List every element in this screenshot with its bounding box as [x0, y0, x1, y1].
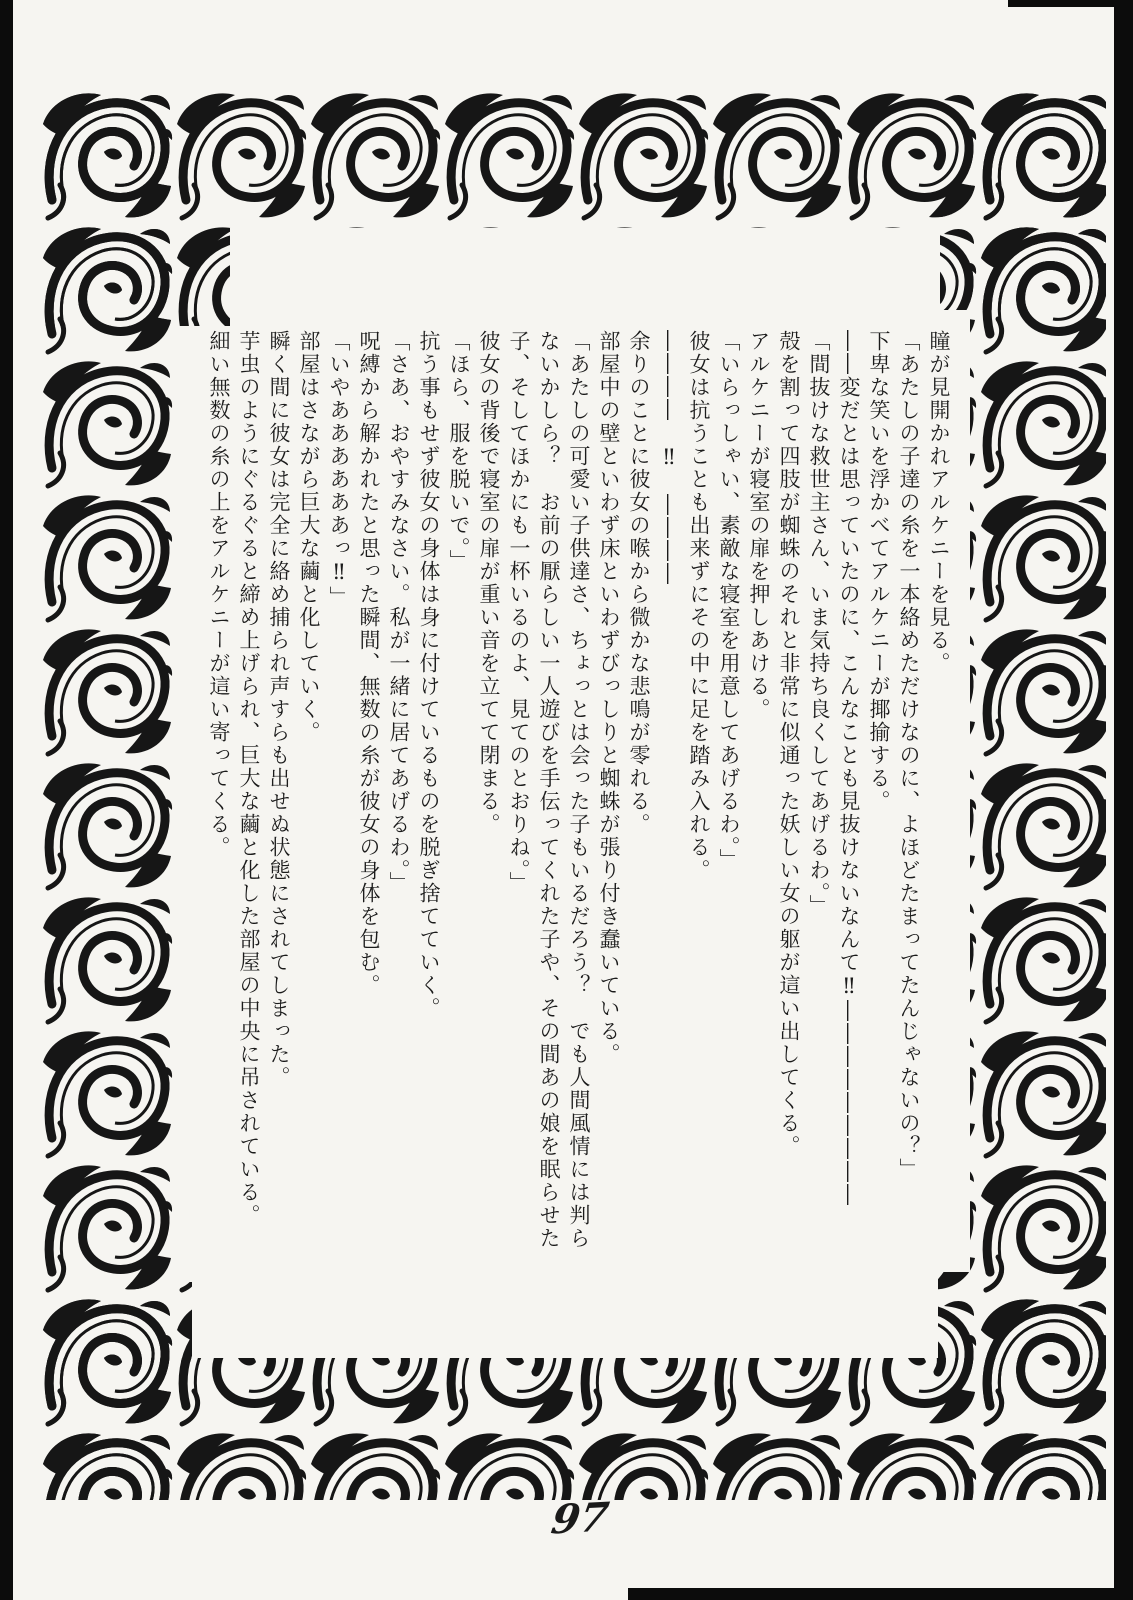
border-top-band	[40, 88, 1106, 228]
text-column: 瞳が見開かれアルケニーを見る。	[927, 330, 951, 675]
text-column: 余りのことに彼女の喉から微かな悲鳴が零れる。	[627, 330, 651, 836]
text-column: アルケニーが寝室の扉を押しあける。	[747, 330, 771, 721]
text-column: 抗う事もせず彼女の身体は身に付けているものを脱ぎ捨てていく。	[417, 330, 441, 1020]
border-corner-top-left	[40, 228, 230, 326]
text-column: 「さあ、おやすみなさい。私が一緒に居てあげるわ。」	[387, 330, 411, 895]
text-column: 下卑な笑いを浮かべてアルケニーが揶揄する。	[867, 330, 891, 813]
text-column: 彼女は抗うことも出来ずにその中に足を踏み入れる。	[687, 330, 711, 882]
border-bottom-band	[40, 1358, 1106, 1500]
border-corner-top-right	[940, 214, 1106, 310]
text-column: 「いやああああああっ‼」	[327, 330, 351, 609]
page-number: 97	[548, 1493, 612, 1544]
text-column: 殻を割って四肢が蜘蛛のそれと非常に似通った妖しい女の躯が這い出してくる。	[777, 330, 801, 1158]
text-column: 「いらっしゃい、素敵な寝室を用意してあげるわ。」	[717, 330, 741, 872]
text-column: 彼女の背後で寝室の扉が重い音を立てて閉まる。	[477, 330, 501, 836]
text-column: 部屋はさながら巨大な繭と化していく。	[297, 330, 321, 744]
story-text	[182, 330, 954, 1258]
text-column: ―――― ‼ ――――	[657, 330, 681, 586]
border-corner-bottom-left	[40, 1282, 192, 1362]
text-column: 「間抜けな救世主さん、いま気持ち良くしてあげるわ。」	[807, 330, 831, 918]
text-column: 「あたしの子達の糸を一本絡めただけなのに、よほどたまってたんじゃないの？」	[897, 330, 921, 1181]
border-corner-bottom-right	[938, 1272, 1106, 1360]
text-column: 「ほら、服を脱いで。」	[447, 330, 471, 573]
text-column: 瞬く間に彼女は完全に絡め捕られ声すらも出せぬ状態にされてしまった。	[267, 330, 291, 1089]
text-column: 芋虫のようにぐるぐると締め上げられ、巨大な繭と化した部屋の中央に吊されている。	[237, 330, 261, 1227]
text-column: 細い無数の糸の上をアルケニーが這い寄ってくる。	[207, 330, 231, 859]
text-column: 呪縛から解かれたと思った瞬間、無数の糸が彼女の身体を包む。	[357, 330, 381, 997]
text-column: 部屋中の壁といわず床といわずびっしりと蜘蛛が張り付き蠢いている。	[597, 330, 621, 1066]
text-column: ――変だとは思っていたのに、こんなことも見抜けないなんて‼―――――――――	[837, 330, 861, 1207]
text-column: 「あたしの可愛い子供達さ、ちょっとは会った子もいるだろう？ でも人間風情には判らないかしら？ お前の厭らしい一人遊びを手伝ってくれた子や、その間あの娘を眠らせた子、そしてほかにも一杯いるのよ、見てのとおりね。」	[507, 330, 591, 1250]
